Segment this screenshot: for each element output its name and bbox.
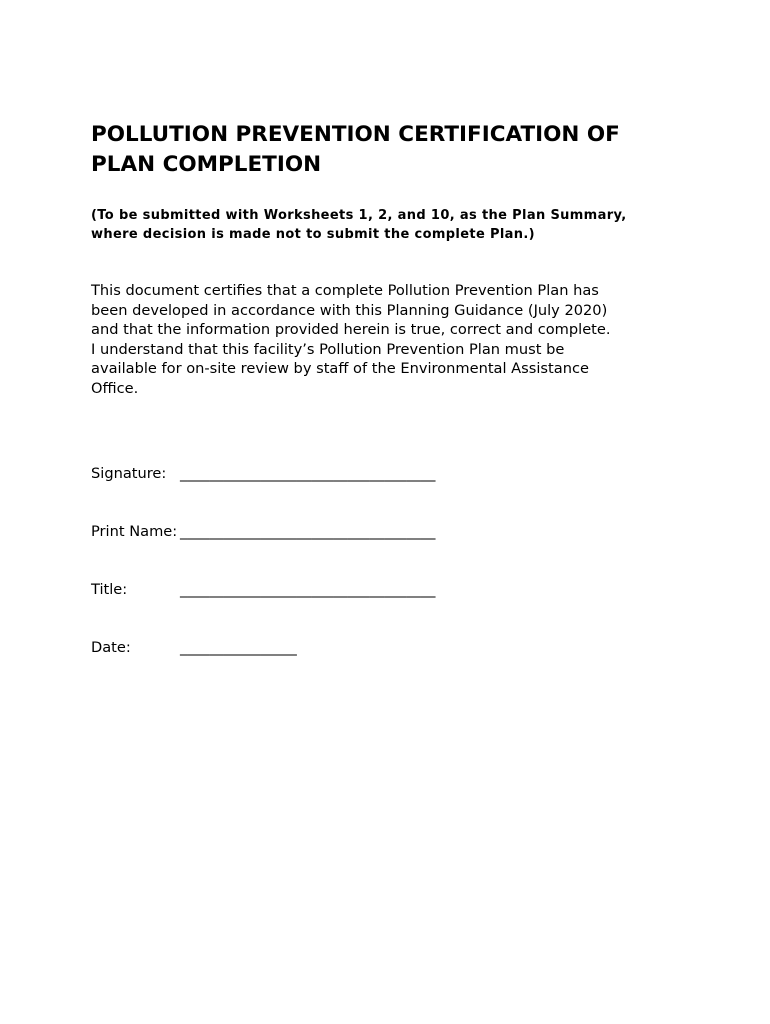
subtitle-line-2: where decision is made not to submit the complete Plan.) xyxy=(91,227,535,242)
title-label: Title: xyxy=(91,581,128,598)
certification-statement xyxy=(91,281,691,398)
statement-line: available for on-site review by staff of the Environmental Assistance xyxy=(91,360,589,377)
submission-instructions xyxy=(91,206,691,244)
statement-line: Office. xyxy=(91,379,139,397)
statement-line: and that the information provided herein is true, correct and complete. xyxy=(91,321,611,338)
title-line-1: POLLUTION PREVENTION CERTIFICATION OF xyxy=(91,122,620,147)
date-line[interactable]: ________________ xyxy=(180,639,297,656)
subtitle-line-1: (To be submitted with Worksheets 1, 2, and 10, as the Plan Summary, xyxy=(91,208,627,223)
signature-line[interactable]: ___________________________________ xyxy=(180,465,436,482)
print-name-line[interactable]: ___________________________________ xyxy=(180,523,436,540)
print-name-field xyxy=(91,521,435,543)
date-field xyxy=(91,637,297,659)
document-title xyxy=(91,120,691,180)
statement-line: I understand that this facility’s Pollution Prevention Plan must be xyxy=(91,340,565,358)
title-line[interactable]: ___________________________________ xyxy=(180,581,436,598)
signature-field xyxy=(91,463,435,485)
signature-label: Signature: xyxy=(91,465,167,482)
statement-line: This document certifies that a complete Pollution Prevention Plan has xyxy=(91,282,599,299)
date-label: Date: xyxy=(91,639,131,656)
statement-line: been developed in accordance with this Planning Guidance (July 2020) xyxy=(91,301,608,319)
print-name-label: Print Name: xyxy=(91,523,178,540)
title-field xyxy=(91,579,435,601)
title-line-2: PLAN COMPLETION xyxy=(91,152,322,177)
